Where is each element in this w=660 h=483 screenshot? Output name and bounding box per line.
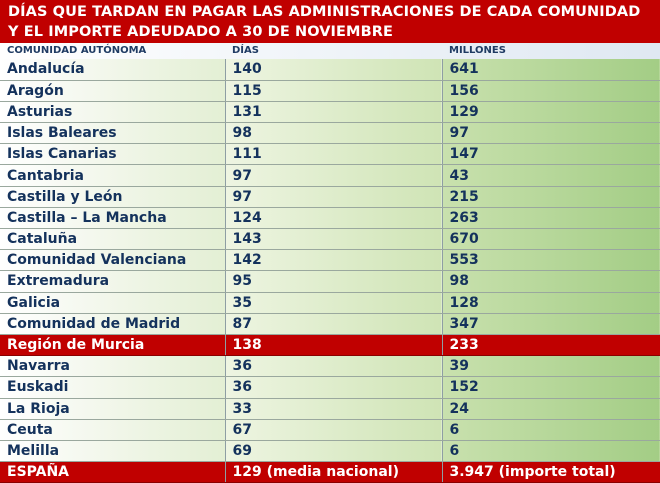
cell-dias: 95 [225, 271, 442, 292]
table-row [0, 123, 660, 144]
cell-dias: 67 [225, 419, 442, 440]
cell-region: Cantabria [0, 165, 225, 186]
table-row [0, 292, 660, 313]
cell-millones: 670 [442, 229, 660, 250]
cell-region: Navarra [0, 356, 225, 377]
cell-dias: 138 [225, 334, 442, 355]
cell-dias: 142 [225, 250, 442, 271]
cell-region: Castilla – La Mancha [0, 207, 225, 228]
cell-dias: 140 [225, 59, 442, 80]
table-row [0, 462, 660, 483]
table-row [0, 271, 660, 292]
table-row [0, 398, 660, 419]
cell-region: ESPAÑA [0, 462, 225, 483]
table-row [0, 80, 660, 101]
table-row [0, 356, 660, 377]
cell-dias: 124 [225, 207, 442, 228]
header-region: COMUNIDAD AUTÓNOMA [7, 45, 147, 56]
cell-millones: 233 [442, 334, 660, 355]
header-dias: DÍAS [232, 45, 259, 56]
cell-region: Castilla y León [0, 186, 225, 207]
table-row [0, 165, 660, 186]
cell-dias: 98 [225, 123, 442, 144]
cell-region: Región de Murcia [0, 334, 225, 355]
cell-dias: 33 [225, 398, 442, 419]
cell-region: Islas Canarias [0, 144, 225, 165]
cell-dias: 111 [225, 144, 442, 165]
table-row [0, 250, 660, 271]
header-millones: MILLONES [449, 45, 506, 56]
cell-millones: 128 [442, 292, 660, 313]
cell-dias: 115 [225, 80, 442, 101]
cell-dias: 129 (media nacional) [225, 462, 442, 483]
cell-region: Euskadi [0, 377, 225, 398]
cell-millones: 43 [442, 165, 660, 186]
cell-region: Comunidad Valenciana [0, 250, 225, 271]
cell-dias: 131 [225, 101, 442, 122]
cell-millones: 6 [442, 419, 660, 440]
cell-region: Ceuta [0, 419, 225, 440]
cell-millones: 39 [442, 356, 660, 377]
cell-region: La Rioja [0, 398, 225, 419]
cell-region: Aragón [0, 80, 225, 101]
cell-millones: 152 [442, 377, 660, 398]
cell-millones: 129 [442, 101, 660, 122]
cell-millones: 553 [442, 250, 660, 271]
table-row [0, 186, 660, 207]
cell-millones: 97 [442, 123, 660, 144]
table-header [0, 43, 660, 60]
table-row [0, 440, 660, 461]
cell-dias: 36 [225, 356, 442, 377]
cell-millones: 24 [442, 398, 660, 419]
table-row [0, 101, 660, 122]
cell-millones: 156 [442, 80, 660, 101]
cell-millones: 6 [442, 440, 660, 461]
table-row [0, 229, 660, 250]
cell-millones: 215 [442, 186, 660, 207]
cell-region: Andalucía [0, 59, 225, 80]
cell-region: Melilla [0, 440, 225, 461]
table-row [0, 207, 660, 228]
table-row [0, 419, 660, 440]
table-row [0, 377, 660, 398]
cell-region: Comunidad de Madrid [0, 313, 225, 334]
table-row [0, 144, 660, 165]
cell-dias: 97 [225, 165, 442, 186]
table-row [0, 59, 660, 80]
cell-region: Extremadura [0, 271, 225, 292]
cell-millones: 347 [442, 313, 660, 334]
table-row [0, 334, 660, 355]
cell-millones: 147 [442, 144, 660, 165]
table-title: DÍAS QUE TARDAN EN PAGAR LAS ADMINISTRACIONES DE CADA COMUNIDAD Y EL IMPORTE ADEUDADO A 30 DE NOVIEMBRE [0, 0, 660, 43]
cell-dias: 36 [225, 377, 442, 398]
cell-dias: 35 [225, 292, 442, 313]
data-table [0, 59, 660, 483]
cell-region: Islas Baleares [0, 123, 225, 144]
cell-dias: 143 [225, 229, 442, 250]
cell-millones: 3.947 (importe total) [442, 462, 660, 483]
cell-dias: 97 [225, 186, 442, 207]
cell-millones: 98 [442, 271, 660, 292]
cell-millones: 263 [442, 207, 660, 228]
cell-millones: 641 [442, 59, 660, 80]
cell-dias: 69 [225, 440, 442, 461]
table-row [0, 313, 660, 334]
cell-region: Asturias [0, 101, 225, 122]
cell-region: Cataluña [0, 229, 225, 250]
cell-dias: 87 [225, 313, 442, 334]
cell-region: Galicia [0, 292, 225, 313]
